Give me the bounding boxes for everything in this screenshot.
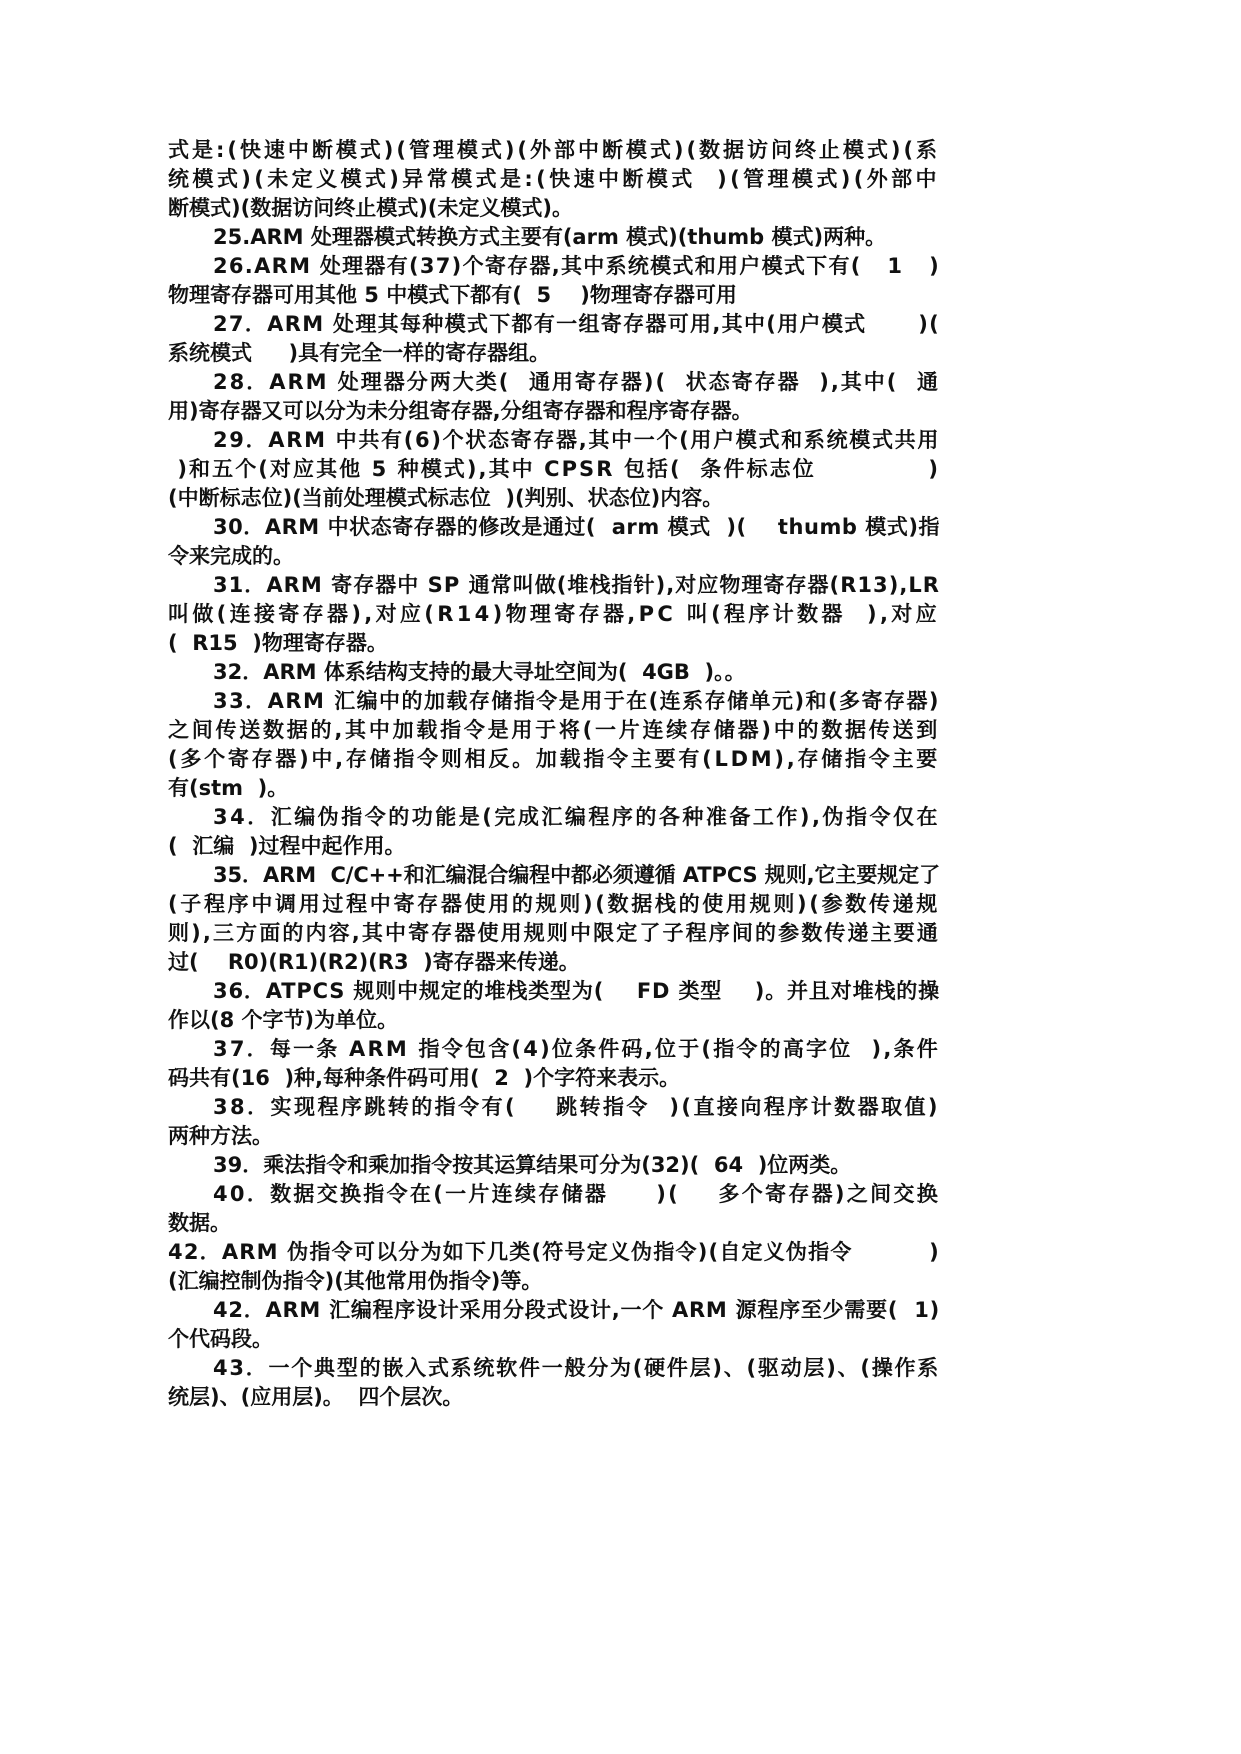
text-line: 26.ARM 处理器有(37)个寄存器,其中系统模式和用户模式下有( 1 ) — [213, 254, 940, 278]
text-line: 作以(8 个字节)为单位。 — [168, 1008, 399, 1032]
text-line: 34．汇编伪指令的功能是(完成汇编程序的各种准备工作),伪指令仅在 — [213, 805, 940, 829]
text-line: 码共有(16 )种,每种条件码可用( 2 )个字符来表示。 — [168, 1066, 681, 1090]
text-line: 33．ARM 汇编中的加载存储指令是用于在(连系存储单元)和(多寄存器) — [213, 689, 940, 713]
text-line: 32．ARM 体系结构支持的最大寻址空间为( 4GB )。。 — [213, 660, 746, 684]
text-line: 42．ARM 伪指令可以分为如下几类(符号定义伪指令)(自定义伪指令 ) — [168, 1240, 940, 1264]
document-text — [168, 136, 940, 1412]
text-line: 42．ARM 汇编程序设计采用分段式设计,一个 ARM 源程序至少需要( 1) — [213, 1298, 941, 1322]
text-line: 37．每一条 ARM 指令包含(4)位条件码,位于(指令的高字位 ),条件 — [213, 1037, 940, 1061]
text-line: 25.ARM 处理器模式转换方式主要有(arm 模式)(thumb 模式)两种。 — [213, 225, 887, 249]
text-line: (多个寄存器)中,存储指令则相反。加载指令主要有(LDM),存储指令主要 — [168, 747, 940, 771]
text-line: 统层)、(应用层)。 四个层次。 — [168, 1385, 464, 1409]
text-line: 系统模式 )具有完全一样的寄存器组。 — [168, 341, 551, 365]
text-line: 有(stm )。 — [168, 776, 289, 800]
text-line: 43．一个典型的嵌入式系统软件一般分为(硬件层)、(驱动层)、(操作系 — [213, 1356, 940, 1380]
text-line: 30．ARM 中状态寄存器的修改是通过( arm 模式 )( thumb 模式)指 — [213, 515, 940, 539]
text-line: 31．ARM 寄存器中 SP 通常叫做(堆栈指针),对应物理寄存器(R13),LR — [213, 573, 941, 597]
text-line: 断模式)(数据访问终止模式)(未定义模式)。 — [168, 196, 573, 220]
text-line: 过( R0)(R1)(R2)(R3 )寄存器来传递。 — [168, 950, 580, 974]
text-line: (汇编控制伪指令)(其他常用伪指令)等。 — [168, 1269, 543, 1293]
text-line: ( R15 )物理寄存器。 — [168, 631, 388, 655]
text-line: 式是:(快速中断模式)(管理模式)(外部中断模式)(数据访问终止模式)(系 — [168, 138, 940, 162]
text-line: ( 汇编 )过程中起作用。 — [168, 834, 406, 858]
text-line: (中断标志位)(当前处理模式标志位 )(判别、状态位)内容。 — [168, 486, 724, 510]
text-line: 令来完成的。 — [168, 544, 294, 568]
text-line: 则),三方面的内容,其中寄存器使用规则中限定了子程序间的参数传递主要通 — [168, 921, 940, 945]
text-line: 35．ARM C/C++和汇编混合编程中都必须遵循 ATPCS 规则,它主要规定了 — [213, 863, 940, 887]
text-line: 物理寄存器可用其他 5 中模式下都有( 5 )物理寄存器可用 — [168, 283, 737, 307]
text-line: (子程序中调用过程中寄存器使用的规则)(数据栈的使用规则)(参数传递规 — [168, 892, 940, 916]
text-line: 40．数据交换指令在(一片连续存储器 )( 多个寄存器)之间交换 — [213, 1182, 940, 1206]
text-line: 之间传送数据的,其中加载指令是用于将(一片连续存储器)中的数据传送到 — [168, 718, 941, 742]
text-line: 用)寄存器又可以分为未分组寄存器,分组寄存器和程序寄存器。 — [168, 399, 753, 423]
text-line: 两种方法。 — [168, 1124, 273, 1148]
text-line: 27．ARM 处理其每种模式下都有一组寄存器可用,其中(用户模式 )( — [213, 312, 941, 336]
text-line: 38．实现程序跳转的指令有( 跳转指令 )(直接向程序计数器取值) — [213, 1095, 940, 1119]
text-line: 29．ARM 中共有(6)个状态寄存器,其中一个(用户模式和系统模式共用 — [213, 428, 941, 452]
text-line: 28．ARM 处理器分两大类( 通用寄存器)( 状态寄存器 ),其中( 通 — [213, 370, 940, 394]
text-line: 个代码段。 — [168, 1327, 273, 1351]
text-line: 数据。 — [168, 1211, 231, 1235]
text-line: )和五个(对应其他 5 种模式),其中 CPSR 包括( 条件标志位 ) — [168, 457, 941, 481]
text-line: 统模式)(未定义模式)异常模式是:(快速中断模式 )(管理模式)(外部中 — [168, 167, 940, 191]
text-line: 39．乘法指令和乘加指令按其运算结果可分为(32)( 64 )位两类。 — [213, 1153, 852, 1177]
text-line: 36．ATPCS 规则中规定的堆栈类型为( FD 类型 )。并且对堆栈的操 — [213, 979, 940, 1003]
text-line: 叫做(连接寄存器),对应(R14)物理寄存器,PC 叫(程序计数器 ),对应 — [168, 602, 940, 626]
